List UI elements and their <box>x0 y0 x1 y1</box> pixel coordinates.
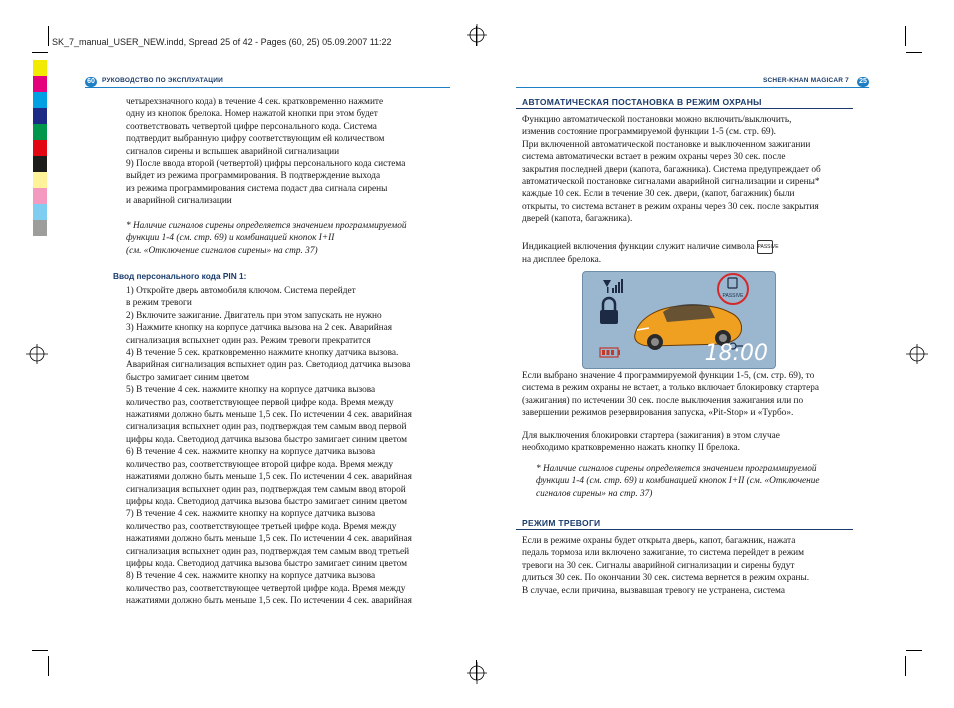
text-line: подтвердит выбранную цифру соответствующим ей количеством <box>126 134 385 145</box>
alarm-mode-heading: РЕЖИМ ТРЕВОГИ <box>522 518 601 528</box>
step-line: нажатиями должно быть меньше 1,5 сек. По истечении 4 сек. аварийная <box>126 410 412 421</box>
text-line: система в режим охраны не встает, а только включает блокировку стартера <box>522 383 820 394</box>
step-line: количество раз, соответствующее четвертой цифре кода. Время между <box>126 583 406 594</box>
footnote-line: * Наличие сигналов сирены определяется значением программируемой <box>126 221 407 231</box>
text-line: Если выбрано значение 4 программируемой функции 1-5, (см. стр. 69), то <box>522 371 815 381</box>
right-footnote <box>536 463 866 500</box>
text-line: выйдет из режима программирования. В подтверждение выхода <box>126 171 381 182</box>
registration-mark-top <box>467 24 487 46</box>
passive-indicator <box>718 274 748 304</box>
indicator-line-2: на дисплее брелока. <box>522 255 602 265</box>
auto-arm-text <box>522 114 862 226</box>
color-swatch <box>33 76 47 92</box>
left-running-title: РУКОВОДСТВО ПО ЭКСПЛУАТАЦИИ <box>102 77 223 84</box>
passive-icon: PASSIVE <box>757 240 773 254</box>
pin-entry-steps <box>126 285 456 608</box>
lcd-illustration <box>583 272 775 368</box>
step-line: 3) Нажмите кнопку на корпусе датчика вызова на 2 сек. Аварийная <box>126 323 393 334</box>
text-line: закрытия последней двери (капота, багажника). Система предупреждает об <box>522 164 821 175</box>
color-swatch-bar <box>33 60 47 236</box>
right-header-rule <box>516 87 869 88</box>
footnote-line: функции 1-4 (см. стр. 69) и комбинацией кнопок I+II <box>126 233 335 244</box>
text-line: В случае, если причина, вызвавшая тревогу не устранена, система <box>522 585 785 596</box>
left-page-number: 60 <box>85 77 97 87</box>
step-line: сигнализация вспыхнет один раз. Режим тревоги прекратится <box>126 335 371 346</box>
right-running-title: SCHER-KHAN MAGICAR 7 <box>763 77 849 84</box>
pin-entry-subheading: Ввод персонального кода PIN 1: <box>113 271 247 281</box>
registration-mark-left <box>26 344 48 364</box>
alarm-mode-text <box>522 535 862 597</box>
lcd-time: 18:00 <box>704 341 768 366</box>
indicator-text <box>522 240 862 266</box>
text-line: из режима программирования система подаст два сигнала сирены <box>126 183 388 194</box>
color-swatch <box>33 156 47 172</box>
left-footnote <box>126 220 456 257</box>
step-line: в режим тревоги <box>126 298 192 309</box>
step-line: 8) В течение 4 сек. нажмите кнопку на корпусе датчика вызова <box>126 571 376 582</box>
step-line: 4) В течение 5 сек. кратковременно нажмите кнопку датчика вызова. <box>126 348 399 359</box>
text-line: Для выключения блокировки стартера (зажигания) в этом случае <box>522 431 780 441</box>
text-line: необходимо кратковременно нажать кнопку II брелока. <box>522 443 740 454</box>
step-line: нажатиями должно быть меньше 1,5 сек. По истечении 4 сек. аварийная <box>126 472 412 483</box>
auto-arm-heading-rule <box>516 108 853 109</box>
text-line: открыты, то система встанет в режим охраны через 30 сек. после закрытия <box>522 201 819 212</box>
color-swatch <box>33 220 47 236</box>
signal-icon <box>603 279 623 293</box>
step-line: количество раз, соответствующее третьей цифре кода. Время между <box>126 521 397 532</box>
registration-mark-right <box>906 344 928 364</box>
step-line: 1) Откройте дверь автомобиля ключом. Система перейдет <box>126 286 356 296</box>
text-line: автоматической постановке сигналами аварийной сигнализации и сирены* <box>522 177 820 188</box>
color-swatch <box>33 108 47 124</box>
left-header-rule <box>85 87 450 88</box>
text-line: одну из кнопок брелока. Номер нажатой кнопки при этом будет <box>126 109 378 120</box>
step-line: нажатиями должно быть меньше 1,5 сек. По истечении 4 сек. аварийная <box>126 596 412 607</box>
step-line: нажатиями должно быть меньше 1,5 сек. По истечении 4 сек. аварийная <box>126 534 412 545</box>
remote-lcd-display <box>582 271 776 369</box>
registration-mark-bottom <box>467 662 487 684</box>
color-swatch <box>33 140 47 156</box>
step-line: Аварийная сигнализация вспыхнет один раз. Светодиод датчика вызова <box>126 360 411 371</box>
color-swatch <box>33 204 47 220</box>
text-line: Функцию автоматической постановки можно включить/выключить, <box>522 115 792 125</box>
text-line: соответствовать четвертой цифре персонального кода. Система <box>126 121 377 132</box>
lcd-passive-label: PASSIVE <box>722 293 744 299</box>
footnote-line: функции 1-4 (см. стр. 69) и комбинацией кнопок I+II (см. «Отключение <box>536 476 820 487</box>
text-line: сигналов сирены и вспышек аварийной сигнализации <box>126 146 340 157</box>
text-line: педаль тормоза или включено зажигание, то система перейдет в режим <box>522 548 805 559</box>
alarm-mode-heading-rule <box>516 529 853 530</box>
text-line: тревоги на 30 сек. Сигналы аварийной сигнализации и сирены будут <box>522 560 795 571</box>
starter-block-text <box>522 370 862 420</box>
footnote-line: * Наличие сигналов сирены определяется значением программируемой <box>536 464 817 474</box>
step-line: количество раз, соответствующее первой цифре кода. Время между <box>126 397 394 408</box>
color-swatch <box>33 188 47 204</box>
step-line: количество раз, соответствующее второй цифре кода. Время между <box>126 459 394 470</box>
step-line: 5) В течение 4 сек. нажмите кнопку на корпусе датчика вызова <box>126 385 376 396</box>
text-line: длиться 30 сек. По окончании 30 сек. система вернется в режим охраны. <box>522 573 810 584</box>
step-line: 6) В течение 4 сек. нажмите кнопку на корпусе датчика вызова <box>126 447 376 458</box>
text-line: дверей (капота, багажника). <box>522 214 633 225</box>
text-line: завершении режимов резервирования запуска, «Pit-Stop» и «Турбо». <box>522 408 794 419</box>
left-intro-text <box>126 96 456 208</box>
step-line: цифры кода. Светодиод датчика вызова быстро замигает синим цветом <box>126 434 408 445</box>
text-line: 9) После ввода второй (четвертой) цифры персонального кода система <box>126 159 406 170</box>
step-line: сигнализация вспыхнет один раз, подтверждая тем самым ввод первой <box>126 422 407 433</box>
step-line: 7) В течение 4 сек. нажмите кнопку на корпусе датчика вызова <box>126 509 376 520</box>
text-line: (зажигания) по истечении 30 сек. после выключения зажигания или по <box>522 395 804 406</box>
slug-line: SK_7_manual_USER_NEW.indd, Spread 25 of 42 - Pages (60, 25) 05.09.2007 11:22 <box>52 37 392 47</box>
step-line: цифры кода. Светодиод датчика вызова быстро замигает синим цветом <box>126 558 408 569</box>
color-swatch <box>33 172 47 188</box>
indicator-line-1: Индикацией включения функции служит наличие символа <box>522 242 755 253</box>
color-swatch <box>33 124 47 140</box>
text-line: Если в режиме охраны будет открыта дверь, капот, багажник, нажата <box>522 536 796 546</box>
auto-arm-heading: АВТОМАТИЧЕСКАЯ ПОСТАНОВКА В РЕЖИМ ОХРАНЫ <box>522 97 762 107</box>
text-line: и аварийной сигнализации <box>126 196 232 207</box>
color-swatch <box>33 60 47 76</box>
text-line: изменив состояние программируемой функции 1-5 (см. стр. 69). <box>522 127 776 138</box>
footnote-line: сигналов сирены» на стр. 37) <box>536 488 653 499</box>
lock-icon <box>600 298 618 324</box>
step-line: 2) Включите зажигание. Двигатель при этом запускать не нужно <box>126 310 382 321</box>
battery-icon <box>600 348 620 357</box>
text-line: каждые 10 сек. Если в течение 30 сек. двери, (капот, багажник) были <box>522 189 795 200</box>
right-page-number: 25 <box>857 77 869 87</box>
text-line: система автоматически встает в режим охраны через 30 сек. после <box>522 152 786 163</box>
step-line: сигнализация вспыхнет один раз, подтверждая тем самым ввод третьей <box>126 546 410 557</box>
step-line: быстро замигает синим цветом <box>126 372 250 383</box>
text-line: четырехзначного кода) в течение 4 сек. кратковременно нажмите <box>126 97 384 107</box>
footnote-line: (см. «Отключение сигналов сирены» на стр. 37) <box>126 245 318 256</box>
text-line: При включенной автоматической постановке и выключенном зажигании <box>522 139 811 150</box>
starter-unlock-text <box>522 430 862 455</box>
color-swatch <box>33 92 47 108</box>
step-line: цифры кода. Светодиод датчика вызова быстро замигает синим цветом <box>126 496 408 507</box>
step-line: сигнализация вспыхнет один раз, подтверждая тем самым ввод второй <box>126 484 406 495</box>
